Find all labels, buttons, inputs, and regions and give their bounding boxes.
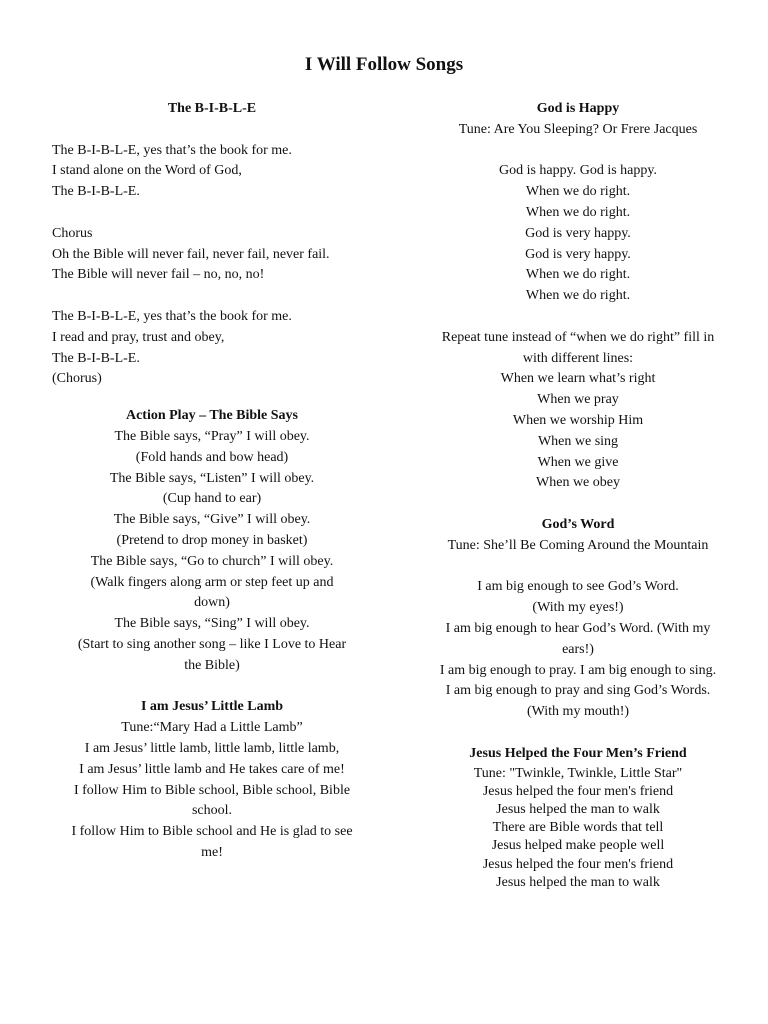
bible-verse-1 (52, 141, 372, 203)
song-heading-action-play: Action Play – The Bible Says (125, 408, 299, 424)
lyric-line: When we worship Him (512, 412, 644, 428)
lyric-line: Chorus (52, 225, 93, 241)
lyric-line: I am big enough to pray and sing God’s Words. (445, 683, 711, 699)
lyric-line: (Cup hand to ear) (162, 491, 262, 507)
lyric-line: The B-I-B-L-E, yes that’s the book for me. (52, 308, 292, 324)
lyric-line: Tune: "Twinkle, Twinkle, Little Star" (473, 765, 683, 781)
god-is-happy-repeat (418, 328, 738, 494)
lyric-line: I am big enough to see God’s Word. (477, 579, 679, 595)
lyric-line: I am Jesus’ little lamb and He takes care of me! (79, 761, 345, 777)
song-heading-god-is-happy: God is Happy (536, 101, 620, 116)
lyric-line: Oh the Bible will never fail, never fail, never fail. (52, 246, 330, 262)
song-tune: Tune: Are You Sleeping? Or Frere Jacques (458, 121, 698, 137)
lyric-line: (Pretend to drop money in basket) (116, 532, 308, 548)
lyric-line: Jesus helped the four men's friend (482, 856, 674, 872)
lyric-line: When we give (537, 454, 619, 470)
song-heading-bible: The B-I-B-L-E (167, 101, 257, 116)
lyric-line: (Fold hands and bow head) (135, 449, 289, 465)
lyric-line: When we pray (537, 392, 619, 408)
lyric-line: The Bible will never fail – no, no, no! (52, 267, 265, 283)
lyric-line: (Chorus) (52, 371, 102, 387)
lyric-line: down) (194, 595, 230, 611)
little-lamb-lines (52, 718, 372, 864)
lyric-line: I am big enough to pray. I am big enough to sing. (439, 662, 717, 678)
song-heading-gods-word: God’s Word (541, 516, 615, 532)
lyric-line: Repeat tune instead of “when we do right” fill in (441, 329, 715, 345)
lyric-line: ears!) (562, 641, 594, 657)
lyric-line: me! (201, 844, 223, 860)
lyric-line: God is very happy. (525, 246, 631, 262)
lyric-line: The Bible says, “Go to church” I will obey. (90, 553, 334, 569)
lyric-line: When we do right. (525, 184, 631, 200)
lyric-line: The Bible says, “Pray” I will obey. (114, 428, 310, 444)
lyric-line: The B-I-B-L-E, yes that’s the book for me. (52, 142, 292, 158)
page-title: I Will Follow Songs (304, 54, 464, 75)
lyric-line: There are Bible words that tell (492, 820, 664, 836)
song-heading-four-mens-friend: Jesus Helped the Four Men’s Friend (469, 745, 687, 761)
right-column (418, 99, 738, 892)
lyric-line: Jesus helped the man to walk (496, 874, 660, 890)
lyric-line: (Start to sing another song – like I Love to Hear (77, 636, 347, 652)
bible-chorus (52, 224, 372, 286)
lyric-line: When we learn what’s right (500, 371, 656, 387)
lyric-line: (With my eyes!) (532, 600, 624, 616)
lyric-line: school. (191, 803, 233, 819)
four-mens-friend-lines (418, 765, 738, 892)
lyric-line: with different lines: (522, 350, 634, 366)
song-heading-little-lamb: I am Jesus’ Little Lamb (140, 699, 284, 715)
lyric-line: (With my mouth!) (526, 704, 630, 720)
lyric-line: God is happy. God is happy. (498, 163, 657, 179)
lyric-line: When we obey (536, 475, 620, 491)
lyric-line: (Walk fingers along arm or step feet up and (90, 574, 334, 590)
lyric-line: I stand alone on the Word of God, (52, 163, 242, 179)
lyric-line: the Bible) (184, 657, 240, 673)
bible-verse-2 (52, 307, 372, 390)
gods-word-lines (418, 577, 738, 723)
lyric-line: The B-I-B-L-E. (52, 184, 140, 200)
lyric-line: The Bible says, “Listen” I will obey. (109, 470, 315, 486)
lyric-line: I read and pray, trust and obey, (52, 329, 225, 345)
lyric-line: When we do right. (525, 288, 631, 304)
lyric-line: I am big enough to hear God’s Word. (With my (445, 620, 711, 636)
lyric-line: Jesus helped make people well (491, 838, 665, 854)
god-is-happy-verse (418, 161, 738, 307)
song-tune: Tune: She’ll Be Coming Around the Mountain (447, 537, 709, 553)
lyric-line: When we do right. (525, 204, 631, 220)
left-column (52, 99, 372, 864)
lyric-line: When we sing (537, 433, 619, 449)
lyric-line: The B-I-B-L-E. (52, 350, 140, 366)
action-play-lines (52, 427, 372, 677)
lyric-line: When we do right. (525, 267, 631, 283)
lyric-line: Jesus helped the four men's friend (482, 783, 674, 799)
lyric-line: Jesus helped the man to walk (496, 801, 660, 817)
lyric-line: The Bible says, “Give” I will obey. (113, 512, 311, 528)
lyric-line: The Bible says, “Sing” I will obey. (114, 616, 310, 632)
lyric-line: I am Jesus’ little lamb, little lamb, little lamb, (84, 740, 340, 756)
lyric-line: God is very happy. (525, 225, 631, 241)
lyric-line: I follow Him to Bible school and He is glad to see (71, 824, 353, 840)
lyric-line: Tune:“Mary Had a Little Lamb” (121, 720, 303, 736)
lyric-line: I follow Him to Bible school, Bible school, Bible (73, 782, 351, 798)
